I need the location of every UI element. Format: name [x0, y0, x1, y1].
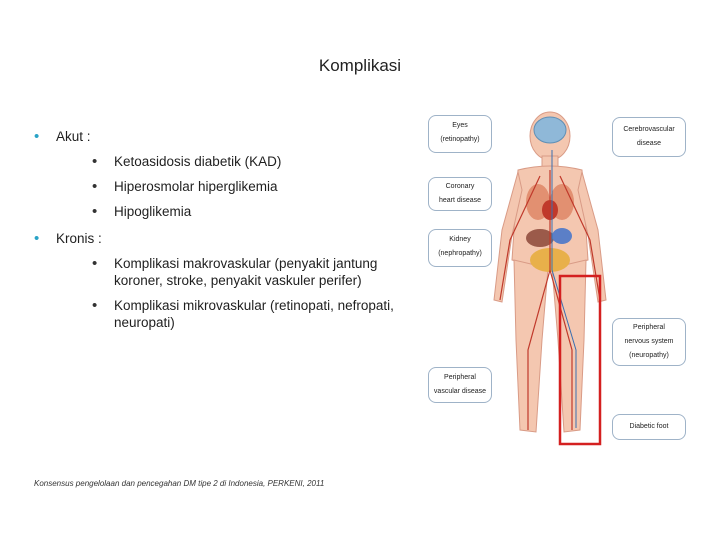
- brain-icon: [534, 117, 566, 143]
- label-diabetic-foot: [612, 414, 686, 440]
- label-line: vascular disease: [433, 388, 487, 395]
- sub-bullet-text: Ketoasidosis diabetik (KAD): [114, 154, 282, 169]
- label-line: Kidney: [449, 236, 471, 243]
- bullet-dot-icon: •: [34, 128, 40, 145]
- slide-title: Komplikasi: [318, 56, 402, 75]
- bullet-list: [34, 128, 414, 341]
- bullet-dot-icon: •: [92, 153, 98, 170]
- label-cerebrovascular: [612, 117, 686, 157]
- sub-bullet: [92, 178, 414, 195]
- bullet-dot-icon: •: [92, 255, 98, 272]
- sub-bullet: [92, 255, 414, 289]
- label-line: Coronary: [445, 183, 475, 190]
- bullet-dot-icon: •: [92, 203, 98, 220]
- label-line: (retinopathy): [440, 136, 480, 143]
- label-line: Peripheral: [444, 374, 476, 381]
- label-peripheral-vascular: [428, 367, 492, 403]
- sub-bullet-text: Komplikasi mikrovaskular (retinopati, nefropati, neuropati): [114, 298, 394, 330]
- bullet-dot-icon: •: [92, 178, 98, 195]
- sub-bullet: [92, 203, 414, 220]
- label-peripheral-nervous: [612, 318, 686, 366]
- sub-bullet: [92, 297, 414, 331]
- label-line: Eyes: [452, 122, 468, 129]
- label-line: (nephropathy): [438, 250, 482, 257]
- label-line: disease: [636, 140, 662, 147]
- label-line: heart disease: [438, 197, 482, 204]
- sub-bullet: [92, 153, 414, 170]
- bullet-kronis: [34, 230, 414, 331]
- sub-bullet-text: Hipoglikemia: [114, 204, 192, 219]
- label-coronary: [428, 177, 492, 211]
- sub-bullet-text: Komplikasi makrovaskular (penyakit jantung koroner, stroke, penyakit vaskuler perifer): [114, 256, 378, 288]
- label-line: Peripheral: [633, 324, 665, 331]
- label-line: (neuropathy): [629, 352, 669, 359]
- bullet-label: Akut :: [56, 129, 91, 144]
- label-line: Diabetic foot: [629, 423, 669, 430]
- bullet-akut: [34, 128, 414, 220]
- sub-bullet-text: Hiperosmolar hiperglikemia: [114, 179, 278, 194]
- bullet-label: Kronis :: [56, 231, 102, 246]
- human-body-illustration: [480, 110, 620, 450]
- bullet-dot-icon: •: [92, 297, 98, 314]
- label-eyes: [428, 115, 492, 153]
- label-line: Cerebrovascular: [623, 126, 675, 133]
- footer-citation: Konsensus pengelolaan dan pencegahan DM tipe 2 di Indonesia, PERKENI, 2011: [34, 479, 325, 488]
- bullet-dot-icon: •: [34, 230, 40, 247]
- label-line: nervous system: [624, 338, 674, 345]
- label-kidney: [428, 229, 492, 267]
